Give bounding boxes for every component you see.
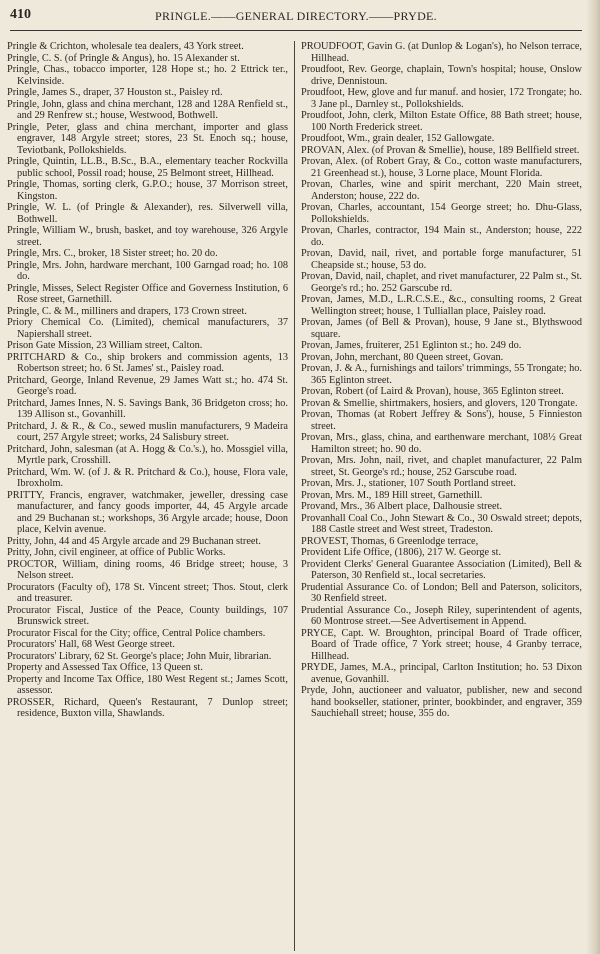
directory-entry: Provan, Mrs., glass, china, and earthenware merchant, 108½ Great Hamilton street; ho. 90 do.	[301, 432, 582, 455]
directory-entry: PROUDFOOT, Gavin G. (at Dunlop & Logan's), ho Nelson terrace, Hillhead.	[301, 41, 582, 64]
left-column	[5, 41, 295, 951]
directory-entry: Provan, Mrs. John, nail, rivet, and chaplet manufacturer, 22 Palm street, St. George's rd.; house, 252 Garscube road.	[301, 455, 582, 478]
directory-entry: PROCTOR, William, dining rooms, 46 Bridge street; house, 3 Nelson street.	[7, 558, 288, 581]
directory-entry: Procurators (Faculty of), 178 St. Vincent street; Thos. Stout, clerk and treasurer.	[7, 581, 288, 604]
page-spine-shadow	[586, 0, 600, 954]
directory-entry: Pringle, Mrs. John, hardware merchant, 100 Garngad road; ho. 108 do.	[7, 259, 288, 282]
directory-entry: Pritchard, John, salesman (at A. Hogg & Co.'s.), ho. Mossgiel villa, Myrtle park, Crosshill.	[7, 443, 288, 466]
directory-entry: Provan, Robert (of Laird & Provan), house, 365 Eglinton street.	[301, 386, 564, 397]
directory-entry: Prudential Assurance Co., Joseph Riley, superintendent of agents, 60 Montrose street.—See Advertisement in Append.	[301, 604, 582, 627]
directory-entry: Pringle, John, glass and china merchant, 128 and 128A Renfield st., and 29 Renfrew st.; house, Westwood, Bothwell.	[7, 98, 288, 121]
directory-entry: Provan, Alex. (of Robert Gray, & Co., cotton waste manufacturers, 21 Greenhead st.), house, 3 Lorne place, Mount Florida.	[301, 156, 582, 179]
directory-entry: Provident Clerks' General Guarantee Association (Limited), Bell & Paterson, 30 Renfield st., local secretaries.	[301, 558, 582, 581]
directory-entry: Pringle, Thomas, sorting clerk, G.P.O.; house, 37 Morrison street, Kingston.	[7, 179, 288, 202]
directory-entry: PROVEST, Thomas, 6 Greenlodge terrace,	[301, 535, 479, 547]
directory-entry: Pringle, James S., draper, 37 Houston st., Paisley rd.	[7, 87, 223, 98]
directory-entry: Pritty, John, 44 and 45 Argyle arcade and 29 Buchanan street.	[7, 535, 261, 547]
directory-entry: Pringle, Quintin, LL.B., B.Sc., B.A., elementary teacher Rockvilla public school, Possil road; house, 25 Belmont street, Hillhead.	[7, 156, 288, 179]
directory-entry: Procurators' Hall, 68 West George street.	[7, 639, 175, 650]
directory-entry: Pringle, Chas., tobacco importer, 128 Hope st.; ho. 2 Ettrick ter., Kelvinside.	[7, 64, 288, 87]
header-rule	[10, 30, 582, 31]
directory-entry: Pringle, C. S. (of Pringle & Angus), ho. 15 Alexander st.	[7, 52, 240, 64]
directory-entry: Pringle, William W., brush, basket, and toy warehouse, 326 Argyle street.	[7, 225, 288, 248]
directory-entry: Provan, John, merchant, 80 Queen street, Govan.	[301, 351, 504, 363]
directory-entry: Procurator Fiscal for the City; office, Central Police chambers.	[7, 627, 266, 639]
directory-entry: Pritchard, George, Inland Revenue, 29 James Watt st.; ho. 474 St. George's road.	[7, 374, 288, 397]
directory-entry: Procurator Fiscal, Justice of the Peace, County buildings, 107 Brunswick street.	[7, 604, 288, 627]
directory-entry: PRYCE, Capt. W. Broughton, principal Board of Trade officer, Board of Trade office, 7 York street; house, 4 Granby terrace, Hillhead.	[301, 627, 582, 662]
directory-entry: Pringle, Misses, Select Register Office and Governess Institution, 6 Rose street, Garnethill.	[7, 282, 288, 305]
directory-entry: Proudfoot, Hew, glove and fur manuf. and hosier, 172 Trongate; ho. 3 Jane pl., Darnley st., Pollokshields.	[301, 87, 582, 110]
directory-entry: Pritchard, James Innes, N. S. Savings Bank, 36 Bridgeton cross; ho. 139 Allison st., Govanhill.	[7, 397, 288, 420]
page-header	[10, 5, 582, 31]
directory-entry: Provan, David, nail, rivet, and portable forge manufacturer, 51 Cheapside st.; house, 53 do.	[301, 248, 582, 271]
running-title: PRINGLE.——GENERAL DIRECTORY.——PRYDE.	[155, 9, 437, 23]
directory-entry: Provan, Thomas (at Robert Jeffrey & Sons'), house, 5 Finnieston street.	[301, 409, 582, 432]
directory-entry: Provan, James (of Bell & Provan), house, 9 Jane st., Blythswood square.	[301, 317, 582, 340]
page-number: 410	[10, 7, 31, 22]
directory-entry: Provan, Charles, accountant, 154 George street; ho. Dhu-Glass, Pollokshields.	[301, 202, 582, 225]
directory-entry: Proudfoot, Wm., grain dealer, 152 Gallowgate.	[301, 133, 495, 144]
directory-entry: Pringle & Crichton, wholesale tea dealers, 43 York street.	[7, 41, 244, 52]
directory-entry: Provan, Charles, contractor, 194 Main st., Anderston; house, 222 do.	[301, 225, 582, 248]
directory-entry: PROSSER, Richard, Queen's Restaurant, 7 Dunlop street; residence, Buxton villa, Shawlands.	[7, 696, 288, 719]
directory-entry: Provan, James, M.D., L.R.C.S.E., &c., consulting rooms, 2 Great Wellington street; house, 1 Tulliallan place, Paisley road.	[301, 294, 582, 317]
directory-entry: Pritchard, J. & R., & Co., sewed muslin manufacturers, 9 Madeira court, 257 Argyle street; works, 24 Salisbury street.	[7, 420, 288, 443]
directory-entry: Pritty, John, civil engineer, at office of Public Works.	[7, 547, 226, 558]
directory-entry: Property and Income Tax Office, 180 West Regent st.; James Scott, assessor.	[7, 673, 288, 696]
directory-columns	[5, 41, 585, 951]
directory-entry: PRITTY, Francis, engraver, watchmaker, jeweller, dressing case manufacturer, and fancy goods importer, 44, 45 Argyle arcade and 29 Buchanan st.; workshops, 36 Argyle arcade; house, Doon place, Kelvin avenue.	[7, 489, 288, 535]
directory-entry: Proudfoot, John, clerk, Milton Estate Office, 88 Bath street; house, 100 North Frederick street.	[301, 110, 582, 133]
directory-entry: PROVAN, Alex. (of Provan & Smellie), house, 189 Bellfield street.	[301, 144, 580, 156]
directory-entry: Provan, J. & A., furnishings and tailors' trimmings, 55 Trongate; ho. 365 Eglinton street.	[301, 363, 582, 386]
directory-entry: Prison Gate Mission, 23 William street, Calton.	[7, 340, 203, 351]
directory-entry: Provident Life Office, (1806), 217 W. George st.	[301, 547, 502, 558]
directory-entry: PRYDE, James, M.A., principal, Carlton Institution; ho. 53 Dixon avenue, Govanhill.	[301, 662, 582, 685]
directory-entry: Pryde, John, auctioneer and valuator, publisher, new and second hand bookseller, stationer, printer, bookbinder, and engraver, 359 Sauchiehall street; house, 355 do.	[301, 685, 582, 719]
directory-entry: Provan, Mrs. J., stationer, 107 South Portland street.	[301, 478, 516, 489]
directory-entry: Proudfoot, Rev. George, chaplain, Town's hospital; house, Onslow drive, Dennistoun.	[301, 64, 582, 87]
directory-entry: Provanhall Coal Co., John Stewart & Co., 30 Oswald street; depots, 188 Castle street and West street, Tradeston.	[301, 512, 582, 535]
directory-entry: Provan, James, fruiterer, 251 Eglinton st.; ho. 249 do.	[301, 340, 522, 351]
directory-entry: Provan, David, nail, chaplet, and rivet manufacturer, 22 Palm st., St. George's rd.; ho. 252 Garscube rd.	[301, 271, 582, 294]
directory-entry: Provand, Mrs., 36 Albert place, Dalhousie street.	[301, 501, 503, 512]
directory-entry: Prudential Assurance Co. of London; Bell and Paterson, solicitors, 30 Renfield street.	[301, 581, 582, 604]
directory-entry: Procurators' Library, 62 St. George's place; John Muir, librarian.	[7, 650, 272, 662]
directory-entry: Provan & Smellie, shirtmakers, hosiers, and glovers, 120 Trongate.	[301, 397, 578, 409]
directory-entry: Pringle, Peter, glass and china merchant, importer and glass engraver, 148 Argyle street; stores, 23 St. Enoch sq.; house, Teviotbank, Pollokshields.	[7, 121, 288, 156]
directory-entry: Pringle, Mrs. C., broker, 18 Sister street; ho. 20 do.	[7, 248, 218, 259]
directory-entry: PRITCHARD & Co., ship brokers and commission agents, 13 Robertson street; ho. 6 St. James' st., Paisley road.	[7, 351, 288, 374]
right-column	[295, 41, 585, 951]
directory-entry: Pringle, C. & M., milliners and drapers, 173 Crown street.	[7, 305, 247, 317]
directory-entry: Property and Assessed Tax Office, 13 Queen st.	[7, 662, 203, 673]
directory-entry: Priory Chemical Co. (Limited), chemical manufacturers, 37 Napiershall street.	[7, 317, 288, 340]
directory-entry: Provan, Charles, wine and spirit merchant, 220 Main street, Anderston; house, 222 do.	[301, 179, 582, 202]
directory-entry: Pringle, W. L. (of Pringle & Alexander), res. Silverwell villa, Bothwell.	[7, 202, 288, 225]
directory-entry: Pritchard, Wm. W. (of J. & R. Pritchard & Co.), house, Flora vale, Ibroxholm.	[7, 466, 288, 489]
directory-entry: Provan, Mrs. M., 189 Hill street, Garnethill.	[301, 489, 483, 501]
